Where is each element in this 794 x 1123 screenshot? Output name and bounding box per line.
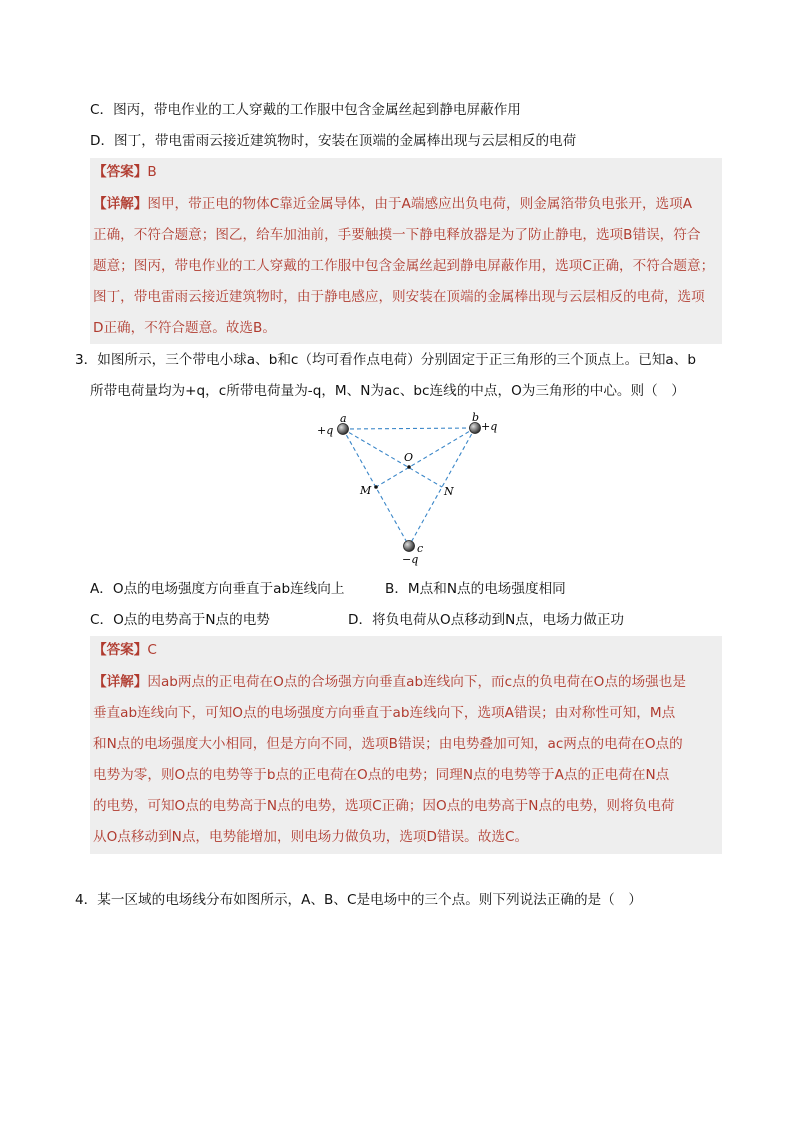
- q2-answer: [93, 162, 157, 182]
- label-b: b: [472, 411, 480, 424]
- q3-answer-value: C: [147, 642, 157, 658]
- q3-option-d: D．将负电荷从O点移动到N点，电场力做正功: [348, 612, 625, 628]
- q3-triangle-figure: [300, 410, 520, 570]
- q3-detail-mark: 【详解】: [93, 674, 148, 690]
- q3-option-c: C．O点的电势高于N点的电势: [90, 612, 270, 628]
- charge-b: +q: [481, 420, 498, 433]
- label-c: c: [417, 542, 424, 555]
- q2-detail-mark: 【详解】: [93, 196, 148, 212]
- charge-a: +q: [317, 424, 334, 437]
- label-a: a: [340, 412, 347, 425]
- q3-answer-mark: 【答案】: [93, 642, 148, 658]
- q2-answer-box: [90, 158, 722, 344]
- q2-detail-line: 图丁，带电雷雨云接近建筑物时，由于静电感应，则安装在顶端的金属棒出现与云层相反的电荷，选项: [93, 289, 705, 305]
- charge-c: −q: [402, 553, 419, 566]
- label-N: N: [444, 485, 454, 498]
- point-O: [407, 465, 411, 469]
- q2-answer-value: B: [147, 164, 157, 180]
- ball-b: [470, 423, 481, 434]
- q2-detail-text: 图甲，带正电的物体C靠近金属导体，由于A端感应出负电荷，则金属箔带负电张开，选项A: [147, 196, 693, 212]
- q3-answer: [93, 640, 157, 660]
- q2-answer-mark: 【答案】: [93, 164, 148, 180]
- q2-detail-line: 正确，不符合题意；图乙，给车加油前，手要触摸一下静电释放器是为了防止静电，选项B错误，符合: [93, 227, 701, 243]
- q3-option-a: A．O点的电场强度方向垂直于ab连线向上: [90, 581, 345, 597]
- q3-stem-line: 所带电荷量均为+q，c所带电荷量为-q，M、N为ac、bc连线的中点，O为三角形的中心。则（ ）: [90, 383, 685, 399]
- point-M: [374, 485, 378, 489]
- q2-option-c: C．图丙，带电作业的工人穿戴的工作服中包含金属丝起到静电屏蔽作用: [90, 102, 521, 118]
- q3-detail-line: 垂直ab连线向下，可知O点的电场强度方向垂直于ab连线向下，选项A错误；由对称性可知，M点: [93, 705, 676, 721]
- q3-detail-text: 因ab两点的正电荷在O点的合场强方向垂直ab连线向下，而c点的负电荷在O点的场强也是: [147, 674, 686, 690]
- label-O: O: [404, 451, 414, 464]
- q3-detail-line: 从O点移动到N点，电势能增加，则电场力做负功，选项D错误。故选C。: [93, 829, 529, 845]
- q3-option-b: B．M点和N点的电场强度相同: [385, 581, 566, 597]
- label-M: M: [360, 484, 372, 497]
- ball-c: [404, 541, 415, 552]
- q2-option-d: D．图丁，带电雷雨云接近建筑物时，安装在顶端的金属棒出现与云层相反的电荷: [90, 133, 577, 149]
- q3-detail-line: [93, 672, 686, 692]
- q3-answer-box: [90, 636, 722, 854]
- q4-stem: 4．某一区域的电场线分布如图所示，A、B、C是电场中的三个点。则下列说法正确的是（ ）: [75, 892, 642, 908]
- q3-detail-line: 电势为零，则O点的电势等于b点的正电荷在O点的电势；同理N点的电势等于A点的正电荷在N点: [93, 767, 670, 783]
- q3-detail-line: 的电势，可知O点的电势高于N点的电势，选项C正确；因O点的电势高于N点的电势，则将负电荷: [93, 798, 675, 814]
- q2-detail-line: [93, 194, 692, 214]
- median-a-N: [343, 429, 442, 487]
- q2-detail-line: D正确，不符合题意。故选B。: [93, 320, 276, 336]
- q3-stem-line: 3．如图所示，三个带电小球a、b和c（均可看作点电荷）分别固定于正三角形的三个顶点上。已知a、b: [75, 352, 696, 368]
- side-ab: [343, 428, 475, 429]
- ball-a: [338, 424, 349, 435]
- q2-detail-line: 题意；图丙，带电作业的工人穿戴的工作服中包含金属丝起到静电屏蔽作用，选项C正确，不符合题意；: [93, 258, 715, 274]
- q3-detail-line: 和N点的电场强度大小相同，但是方向不同，选项B错误；由电势叠加可知，ac两点的电荷在O点的: [93, 736, 683, 752]
- median-b-M: [376, 428, 475, 487]
